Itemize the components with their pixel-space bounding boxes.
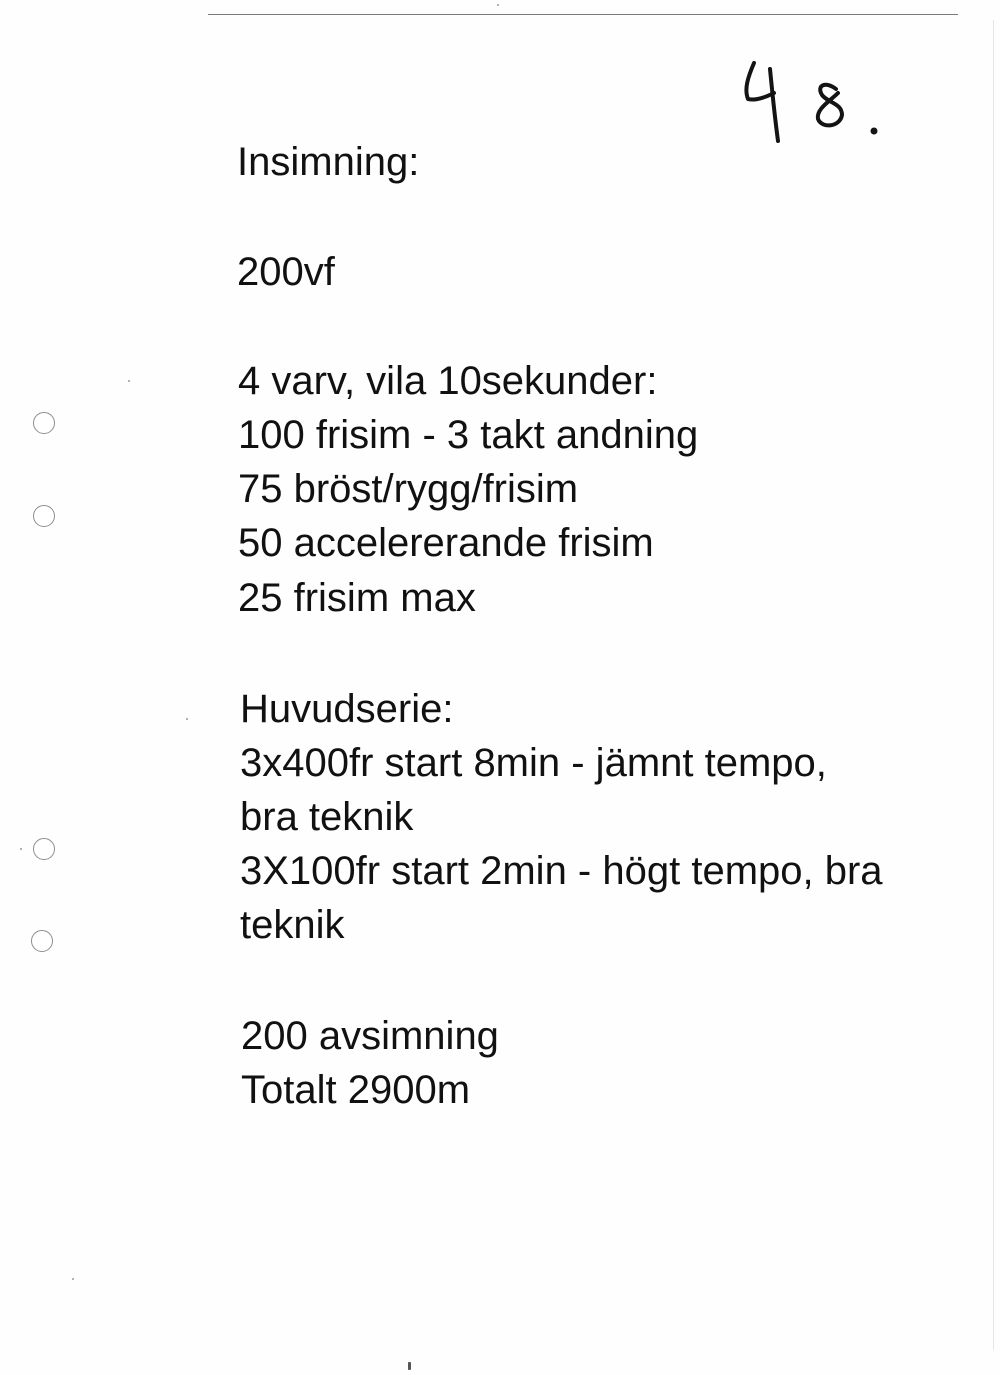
punch-hole xyxy=(33,412,55,434)
scan-speck xyxy=(408,1362,411,1370)
main-set-line: 3x400fr start 8min - jämnt tempo, xyxy=(240,741,827,785)
top-rule xyxy=(208,14,958,15)
handwritten-page-number xyxy=(738,55,888,150)
punch-hole xyxy=(31,930,53,952)
main-set-line: bra teknik xyxy=(240,795,414,839)
scan-speck xyxy=(72,1278,74,1280)
main-set-heading: Huvudserie: xyxy=(240,687,454,731)
set-line: 75 bröst/rygg/frisim xyxy=(238,467,579,511)
set-line: 100 frisim - 3 takt andning xyxy=(238,413,699,457)
warmup-heading: Insimning: xyxy=(237,140,420,184)
total-line: Totalt 2900m xyxy=(241,1068,471,1112)
scan-speck xyxy=(497,4,499,6)
set-heading: 4 varv, vila 10sekunder: xyxy=(238,359,658,403)
set-line: 25 frisim max xyxy=(238,576,476,620)
page-edge xyxy=(993,20,994,1350)
main-set-line: teknik xyxy=(240,903,345,947)
scan-speck xyxy=(128,380,130,382)
scan-speck xyxy=(20,848,22,850)
warmup-line: 200vf xyxy=(237,250,335,294)
punch-hole xyxy=(33,505,55,527)
set-line: 50 accelererande frisim xyxy=(238,521,654,565)
main-set-line: 3X100fr start 2min - högt tempo, bra xyxy=(240,849,883,893)
punch-hole xyxy=(33,838,55,860)
cooldown-line: 200 avsimning xyxy=(241,1014,499,1058)
scan-speck xyxy=(186,718,188,720)
